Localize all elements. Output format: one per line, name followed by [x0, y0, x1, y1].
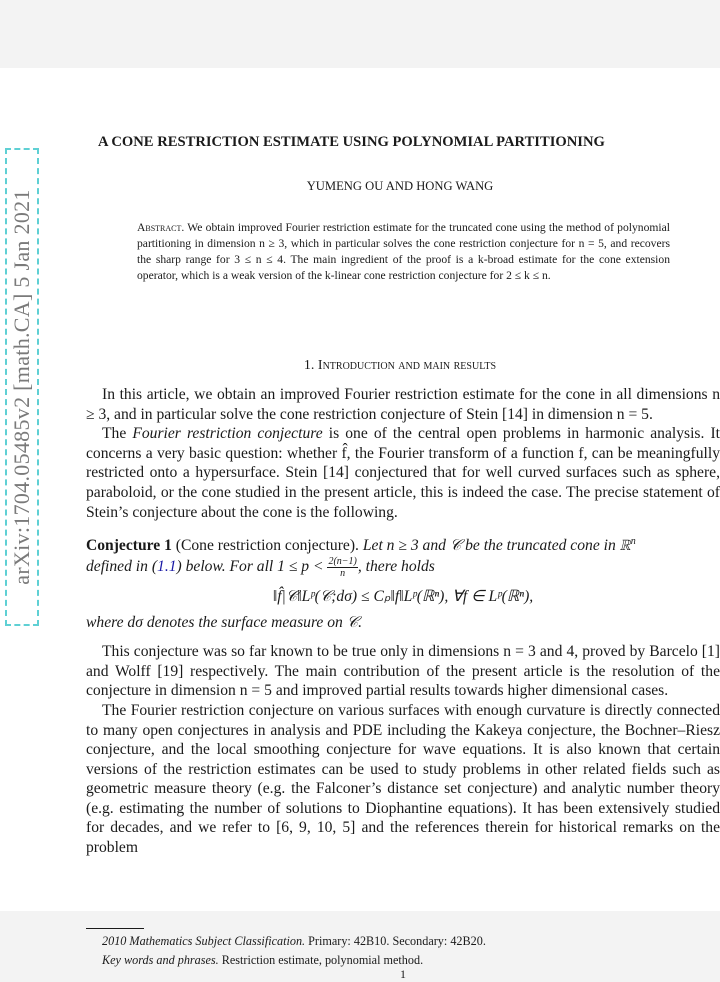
conjecture-label: Conjecture 1: [86, 537, 172, 555]
conjecture-line-1: [86, 537, 636, 554]
conjecture-1: [86, 532, 720, 579]
arxiv-identifier: arXiv:1704.05485v2 [math.CA] 5 Jan 2021: [9, 189, 34, 585]
conjecture-name: (Cone restriction conjecture).: [171, 537, 359, 555]
paragraph-2: [86, 424, 720, 522]
conjecture-sup: n: [630, 536, 636, 548]
abstract-label: Abstract.: [137, 221, 185, 234]
fraction-numerator: 2(n−1): [328, 555, 357, 567]
conjecture-text-2a: defined in (: [86, 558, 158, 576]
footnote-msc: [102, 932, 486, 951]
display-formula: ‖f̂|𝒞‖Lᵖ(𝒞;dσ) ≤ Cₚ‖f‖Lᵖ(ℝⁿ), ∀f ∈ Lᵖ(ℝⁿ),: [272, 587, 534, 605]
fraction-denominator: n: [340, 567, 346, 579]
equation-ref-link[interactable]: 1.1: [157, 558, 177, 576]
conjecture-text-2c: , there holds: [357, 558, 435, 576]
arxiv-stamp[interactable]: [5, 148, 39, 626]
footnotes: [102, 932, 486, 969]
keywords-text: Restriction estimate, polynomial method.: [218, 952, 424, 967]
page-number: 1: [400, 967, 406, 981]
paper-authors: YUMENG OU AND HONG WANG: [306, 179, 494, 193]
section-title: 1. Introduction and main results: [303, 358, 497, 373]
msc-label: 2010 Mathematics Subject Classification.: [102, 934, 306, 948]
paper-title: A CONE RESTRICTION ESTIMATE USING POLYNOMIAL PARTITIONING: [98, 134, 605, 150]
p2-rest: is one of the central open problems in harmonic analysis. It concerns a very basic question: whether f̂, the Fourier transform of a function f, can be meaningfully restricted onto a hypersurface. Stein [14] conjectured that for well curved surfaces such as sphere, paraboloid, or the cone studied in the present article, this is indeed the case. The precise statement of Stein’s conjecture about the cone is the following.: [86, 425, 720, 521]
paragraph-1: In this article, we obtain an improved Fourier restriction estimate for the cone in all dimensions n ≥ 3, and in particular solve the cone restriction conjecture of Stein [14] in dimension n = 5.: [86, 386, 720, 423]
abstract-text: We obtain improved Fourier restriction estimate for the truncated cone using the method of polynomial partitioning in dimension n ≥ 3, which in particular solves the cone restriction conjecture for n = 5, and recovers the sharp range for 3 ≤ n ≤ 4. The main ingredient of the proof is a k-broad estimate for the cone extension operator, which is a weak version of the k-linear cone restriction conjecture for 2 ≤ k ≤ n.: [137, 221, 670, 282]
paper-page: [0, 68, 720, 981]
conjecture-where: where dσ denotes the surface measure on 𝒞.: [86, 613, 363, 631]
abstract: [137, 220, 670, 284]
exponent-fraction: [327, 556, 357, 579]
p2-term: Fourier restriction conjecture: [132, 425, 323, 443]
footnote-rule: [86, 928, 144, 929]
conjecture-text-2b: ) below. For all 1 ≤ p <: [176, 558, 328, 576]
paragraph-3: This conjecture was so far known to be true only in dimensions n = 3 and 4, proved by Barcelo [1] and Wolff [19] respectively. The main contribution of the present article is the resolution of the conjecture in dimension n = 5 and improved partial results towards higher dimensional cases.: [86, 643, 720, 700]
paragraph-4: The Fourier restriction conjecture on various surfaces with enough curvature is directly connected to many open conjectures in analysis and PDE including the Kakeya conjecture, the Bochner–Riesz conjecture, and the local smoothing conjecture for wave equations. It is also known that certain versions of the restriction estimates can be used to study problems in other related fields such as geometric measure theory (e.g. the Falconer’s distance set conjecture) and analytic number theory (e.g. estimating the number of solutions to Diophantine equations). It has been extensively studied for decades, and we refer to [6, 9, 10, 5] and the references therein for historical remarks on the problem: [86, 701, 720, 857]
p2-lead: The: [102, 425, 133, 443]
conjecture-text-1: Let n ≥ 3 and 𝒞 be the truncated cone in ℝ: [358, 537, 631, 555]
body-text: [86, 385, 720, 858]
keywords-label: Key words and phrases.: [102, 952, 219, 967]
msc-text: Primary: 42B10. Secondary: 42B20.: [305, 934, 486, 948]
